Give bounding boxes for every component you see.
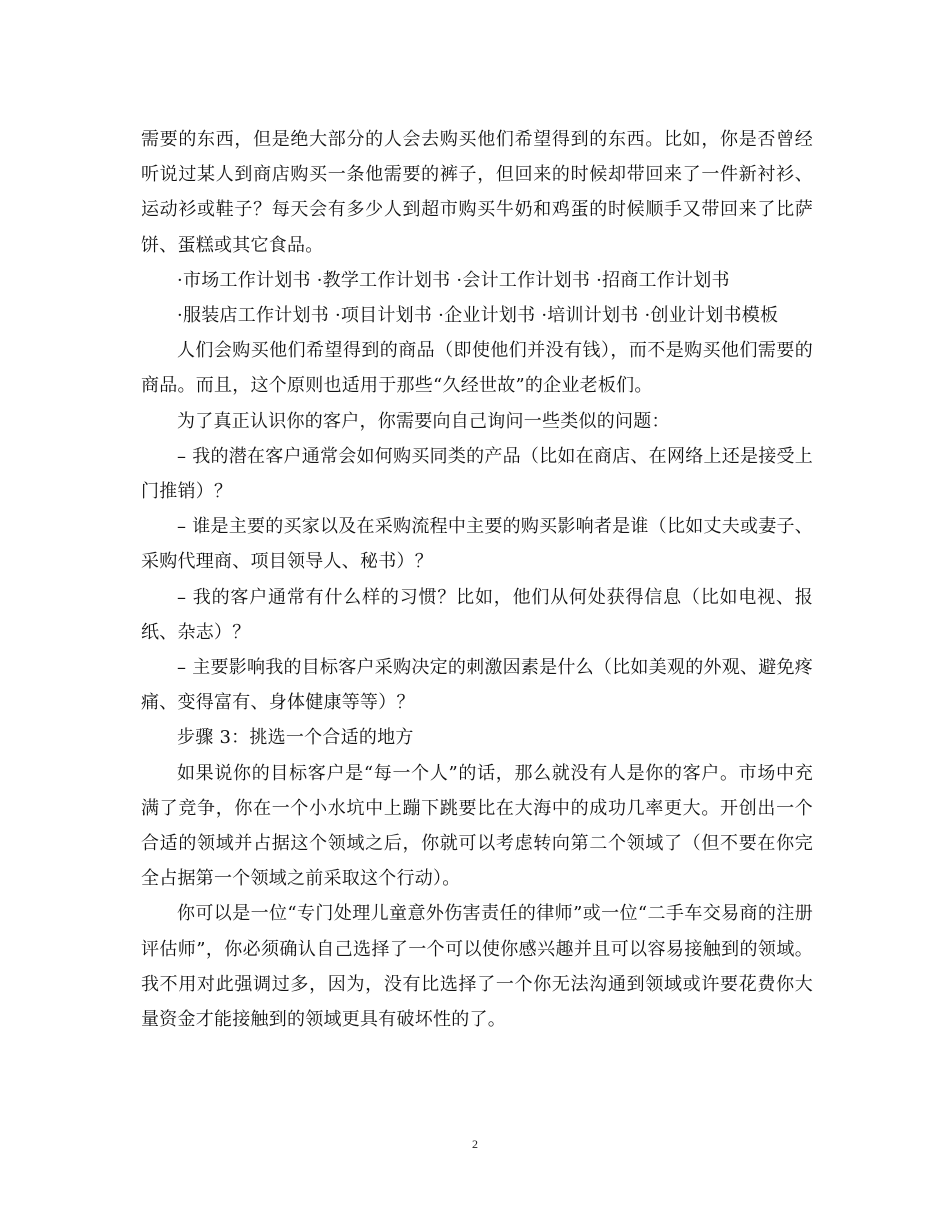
question-item: – 我的潜在客户通常会如何购买同类的产品（比如在商店、在网络上还是接受上门推销）？: [141, 445, 813, 503]
paragraph: 为了真正认识你的客户，你需要向自己询问一些类似的问题：: [177, 410, 670, 432]
paragraph-continuation: 需要的东西，但是绝大部分的人会去购买他们希望得到的东西。比如，你是否曾经听说过某人到商店购买一条他需要的裤子，但回来的时候却带回来了一件新衬衫、运动衫或鞋子？每天会有多少人到超市购买牛奶和鸡蛋的时候顺手又带回来了比萨饼、蛋糕或其它食品。: [141, 129, 813, 256]
question-item: – 主要影响我的目标客户采购决定的刺激因素是什么（比如美观的外观、避免疼痛、变得富有、身体健康等等）？: [141, 657, 813, 714]
body-text: [141, 122, 813, 1037]
question-item: – 谁是主要的买家以及在采购流程中主要的购买影响者是谁（比如丈夫或妻子、采购代理商、项目领导人、秘书）？: [141, 516, 813, 573]
page-number: 2: [472, 1137, 478, 1151]
paragraph: 人们会购买他们希望得到的商品（即使他们并没有钱），而不是购买他们需要的商品。而且，这个原则也适用于那些“久经世故”的企业老板们。: [141, 340, 813, 397]
section-heading: 步骤 3：挑选一个合适的地方: [177, 727, 414, 749]
paragraph: 如果说你的目标客户是“每一个人”的话，那么就没有人是你的客户。市场中充满了竞争，你在一个小水坑中上蹦下跳要比在大海中的成功几率更大。开创出一个合适的领域并占据这个领域之后，你就可以考虑转向第二个领域了（但不要在你完全占据第一个领域之前采取这个行动）。: [141, 762, 813, 890]
question-item: – 我的客户通常有什么样的习惯？比如，他们从何处获得信息（比如电视、报纸、杂志）？: [141, 586, 813, 643]
related-links-line-2: ·服装店工作计划书 ·项目计划书 ·企业计划书 ·培训计划书 ·创业计划书模板: [177, 305, 779, 327]
paragraph: 你可以是一位“专门处理儿童意外伤害责任的律师”或一位“二手车交易商的注册评估师”，你必须确认自己选择了一个可以使你感兴趣并且可以容易接触到的领域。我不用对此强调过多，因为，没有比选择了一个你无法沟通到领域或许要花费你大量资金才能接触到的领域更具有破坏性的了。: [141, 903, 813, 1031]
related-links-line-1: ·市场工作计划书 ·教学工作计划书 ·会计工作计划书 ·招商工作计划书: [177, 269, 730, 291]
